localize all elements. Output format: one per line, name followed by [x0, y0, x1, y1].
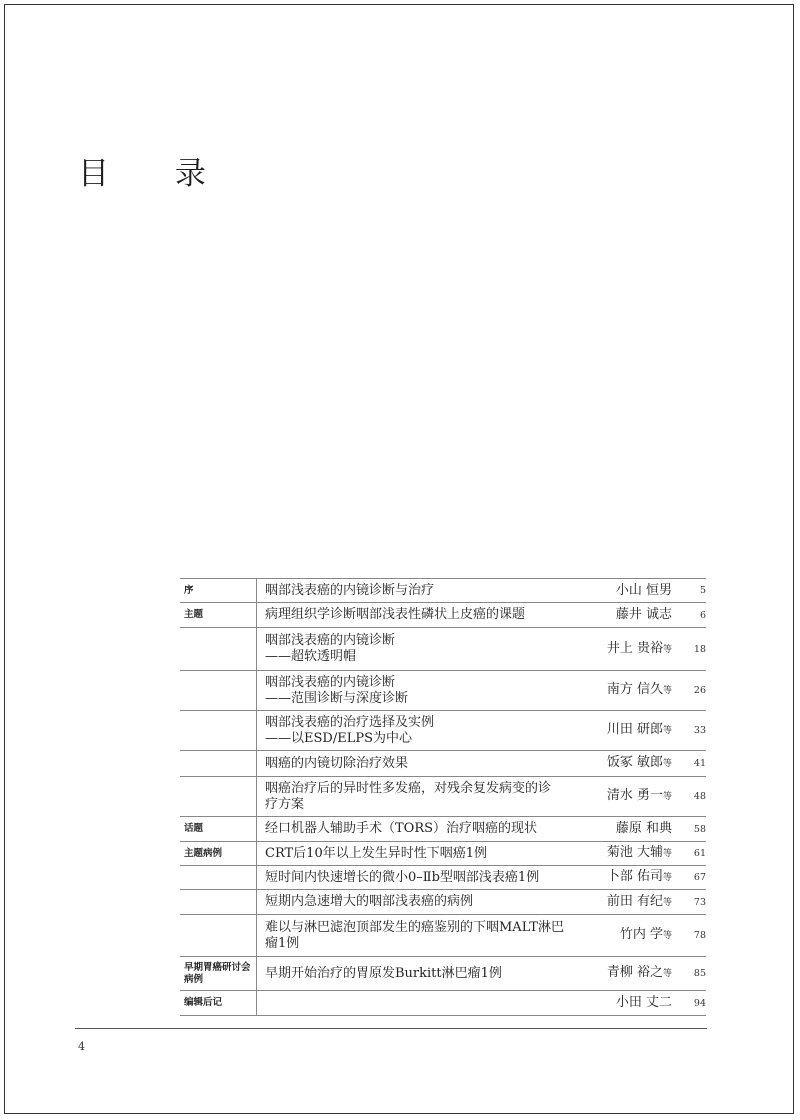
toc-entry	[256, 890, 706, 914]
author-name: 清水 勇一	[606, 788, 663, 803]
toc-page-number: 18	[693, 643, 706, 655]
toc-entry-title[interactable]	[265, 675, 602, 707]
toc-entry-title-line: ——超软透明帽	[265, 649, 357, 664]
toc-row[interactable]	[180, 751, 706, 777]
toc-entry-author	[602, 788, 676, 805]
author-name: 川田 研郎	[606, 722, 663, 737]
toc-entry-title[interactable]	[265, 846, 602, 862]
toc-entry-title-line: 咽癌的内镜切除治疗效果	[265, 755, 409, 771]
toc-section-label	[180, 866, 256, 889]
toc-entry-title[interactable]	[265, 607, 602, 623]
toc-entry-title-line: 咽部浅表癌的内镜诊断与治疗	[265, 582, 435, 598]
toc-page-number: 26	[693, 685, 706, 696]
author-etal: 等	[662, 969, 672, 979]
author-etal: 等	[662, 873, 672, 883]
toc-entry	[256, 777, 706, 816]
toc-entry-title[interactable]	[265, 821, 602, 837]
toc-entry-author	[602, 821, 676, 837]
table-of-contents	[180, 578, 706, 1016]
footer-rule	[75, 1028, 707, 1029]
page-number: 4	[78, 1040, 85, 1053]
toc-entry-title-line: 病理组织学诊断咽部浅表性磷状上皮癌的课题	[265, 607, 526, 622]
toc-entry	[256, 991, 706, 1015]
toc-entry-title[interactable]	[265, 715, 602, 747]
author-etal: 等	[662, 686, 672, 696]
page-title: 目 录	[78, 156, 234, 192]
toc-entry-title[interactable]	[265, 966, 602, 982]
toc-row[interactable]	[180, 578, 706, 603]
toc-page-number: 85	[693, 968, 706, 979]
toc-entry-title[interactable]	[265, 894, 602, 910]
toc-section-label: 主题	[184, 609, 204, 620]
toc-entry-title[interactable]	[265, 870, 602, 886]
author-name: 藤原 和典	[615, 821, 672, 836]
author-etal: 等	[662, 644, 672, 655]
toc-page-number: 6	[699, 609, 706, 621]
toc-page-number: 94	[693, 997, 706, 1009]
toc-section-label	[180, 777, 256, 816]
toc-entry-author	[602, 682, 676, 699]
toc-entry-title-line: 经口机器人辅助手术（TORS）治疗咽癌的现状	[265, 821, 538, 836]
toc-entry	[256, 711, 706, 750]
toc-entry-author	[602, 722, 676, 739]
toc-section-label: 编辑后记	[184, 997, 223, 1008]
author-name: 小田 丈二	[615, 995, 672, 1010]
toc-entry	[256, 579, 706, 602]
toc-page-number: 73	[693, 896, 706, 908]
author-name: 青柳 裕之	[606, 965, 663, 980]
toc-entry-title-line: 疗方案	[265, 796, 305, 812]
toc-entry-title-line: 咽部浅表癌的治疗选择及实例	[265, 714, 435, 730]
toc-entry-title-line: 短期内急速增大的咽部浅表癌的病例	[265, 894, 474, 909]
toc-row[interactable]	[180, 603, 706, 628]
toc-entry	[256, 817, 706, 841]
toc-section-label: 主题病例	[184, 847, 223, 859]
toc-entry-author	[602, 965, 676, 982]
toc-entry-title-line: 咽部浅表癌的内镜诊断	[265, 633, 396, 648]
toc-entry	[256, 915, 706, 956]
toc-page-number: 58	[693, 823, 706, 835]
toc-entry-title-line: 咽癌治疗后的异时性多发癌，对残余复发病变的诊	[265, 780, 552, 796]
author-name: 竹内 学	[619, 927, 663, 942]
toc-entry-author	[602, 641, 676, 658]
author-name: 井上 贵裕	[606, 640, 663, 656]
toc-entry-title-line: CRT后10年以上发生异时性下咽癌1例	[265, 845, 487, 861]
toc-entry-author	[602, 845, 676, 862]
toc-entry-title-line: 早期开始治疗的胃原发Burkitt淋巴瘤1例	[265, 965, 502, 981]
toc-entry	[256, 866, 706, 889]
toc-row[interactable]	[180, 890, 706, 915]
author-etal: 等	[662, 759, 672, 769]
toc-entry-title-line: 咽部浅表癌的内镜诊断	[265, 674, 396, 690]
toc-row[interactable]	[180, 628, 706, 671]
toc-row[interactable]	[180, 957, 706, 991]
toc-page-number: 41	[693, 758, 706, 769]
toc-entry-author	[602, 927, 676, 944]
toc-entry-title-line: 瘤1例	[265, 935, 300, 951]
toc-section-label	[180, 890, 256, 914]
toc-section-label: 序	[184, 584, 194, 596]
toc-entry-author	[602, 894, 676, 911]
toc-row[interactable]	[180, 991, 706, 1016]
toc-section-label: 话题	[184, 823, 204, 834]
author-etal: 等	[662, 726, 672, 736]
toc-row[interactable]	[180, 915, 706, 957]
toc-section-label: 早期胃癌研讨会病例	[184, 961, 251, 985]
toc-entry-title-line: ——范围诊断与深度诊断	[265, 690, 409, 706]
author-etal: 等	[662, 792, 672, 802]
author-etal: 等	[662, 931, 672, 941]
toc-entry	[256, 751, 706, 776]
toc-entry-title-line: 难以与淋巴滤泡顶部发生的癌鉴别的下咽MALT淋巴	[265, 919, 564, 935]
toc-entry-author	[602, 869, 676, 886]
author-name: 藤井 诚志	[615, 607, 672, 622]
toc-entry-title[interactable]	[265, 633, 602, 665]
toc-section-label	[180, 628, 256, 670]
toc-entry-title[interactable]	[265, 781, 602, 813]
toc-page-number: 5	[699, 585, 706, 596]
toc-entry-title[interactable]	[265, 920, 602, 952]
toc-entry-author	[602, 755, 676, 772]
toc-entry	[256, 628, 706, 670]
toc-row[interactable]	[180, 866, 706, 890]
author-name: 南方 信久	[606, 682, 663, 697]
author-name: 前田 有纪	[606, 893, 663, 909]
toc-entry	[256, 957, 706, 990]
toc-row[interactable]	[180, 711, 706, 751]
toc-page-number: 48	[693, 791, 706, 802]
toc-row[interactable]	[180, 671, 706, 711]
toc-section-label	[180, 671, 256, 710]
toc-entry-author	[602, 607, 676, 623]
toc-page-number: 78	[693, 930, 706, 941]
author-name: 卜部 佑司	[606, 869, 663, 884]
author-etal: 等	[662, 897, 672, 908]
toc-entry	[256, 842, 706, 865]
author-etal: 等	[662, 849, 672, 859]
author-name: 菊池 大辅	[606, 845, 663, 860]
toc-row[interactable]	[180, 817, 706, 842]
toc-entry-title[interactable]	[265, 583, 602, 599]
toc-row[interactable]	[180, 777, 706, 817]
toc-page-number: 61	[693, 848, 706, 859]
toc-section-label	[180, 751, 256, 776]
author-name: 饭冢 敏郎	[606, 755, 663, 770]
toc-entry-author	[602, 995, 676, 1011]
author-name: 小山 恒男	[615, 582, 672, 598]
toc-entry-title-line: 短时间内快速增长的微小0–Ⅱb型咽部浅表癌1例	[265, 869, 540, 885]
toc-page-number: 33	[693, 725, 706, 736]
toc-section-label	[180, 711, 256, 750]
toc-row[interactable]	[180, 842, 706, 866]
toc-entry-author	[602, 583, 676, 599]
toc-entry-title[interactable]	[265, 756, 602, 772]
toc-entry-title-line: ——以ESD/ELPS为中心	[265, 730, 412, 746]
toc-section-label	[180, 915, 256, 956]
toc-entry	[256, 671, 706, 710]
toc-entry	[256, 603, 706, 627]
toc-page-number: 67	[693, 872, 706, 883]
